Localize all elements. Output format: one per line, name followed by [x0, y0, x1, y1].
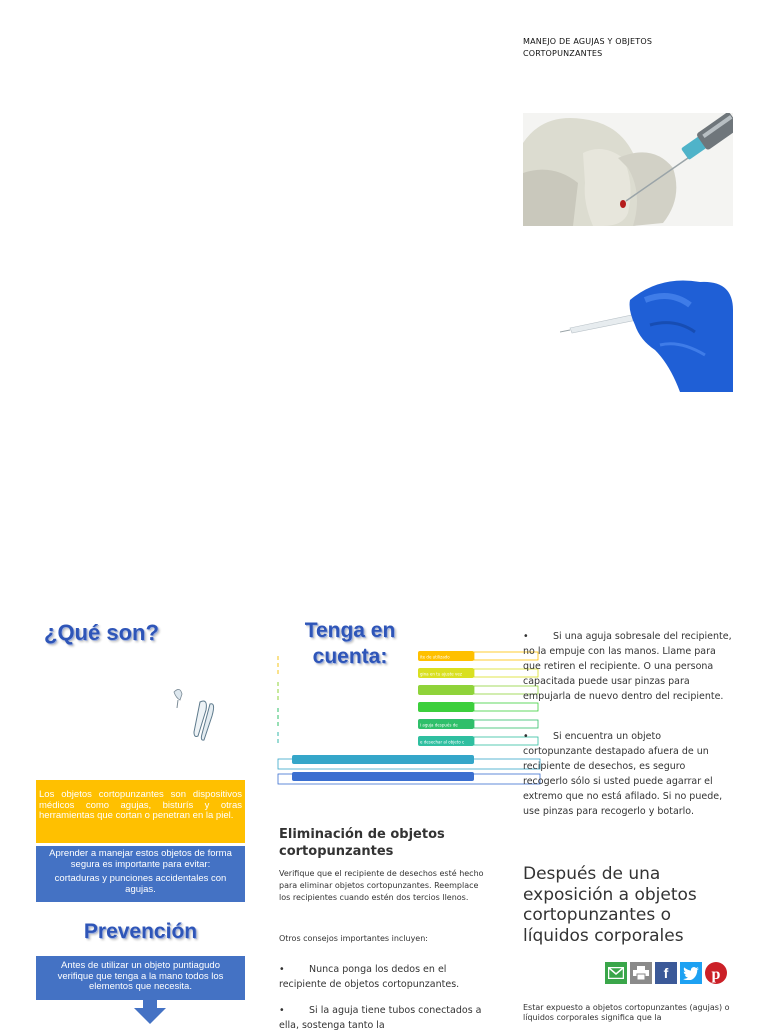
- smartart-row-1: [418, 651, 538, 661]
- elimination-body: Verifique que el recipiente de desechos esté hecho para eliminar objetos cortopunzantes. Reemplace los recipientes cuando estén dos tercios llenos.: [279, 869, 484, 902]
- medical-tools-icon: [170, 684, 220, 744]
- gloved-hand-needle-photo: [523, 113, 733, 226]
- print-icon[interactable]: [630, 962, 652, 984]
- otros-consejos: Otros consejos importantes incluyen:: [279, 934, 428, 943]
- bullet-text: Si encuentra un objeto cortopunzante destapado afuera de un recipiente de desechos, es seguro recogerlo sólo si usted puede agarrar el extremo que no está afilado. Si no puede, use pinzas para recogerlo y botarlo.: [523, 731, 723, 817]
- bullet-text: Si la aguja tiene tubos conectados a ella, sostenga tanto la: [279, 1005, 482, 1031]
- avoid-text: cortaduras y punciones accidentales con agujas.: [54, 873, 227, 895]
- bullet-icon: •: [279, 1005, 285, 1016]
- smartart-row-4: [418, 702, 538, 712]
- smartart-label-6: e desechar al objeto c: [420, 739, 465, 745]
- document-title-line1: MANEJO DE AGUJAS Y OBJETOS: [523, 37, 653, 46]
- bullet-icon: •: [279, 964, 285, 975]
- facebook-icon[interactable]: f: [655, 962, 677, 984]
- bullet-text: Si una aguja sobresale del recipiente, no la empuje con las manos. Llame para que retiren el recipiente. O una persona capacitada puede usar pinzas para empujarla de nuevo dentro del recipiente.: [523, 631, 732, 702]
- tenga-line1: Tenga en: [304, 619, 396, 642]
- prevencion-heading: Prevención: [83, 920, 198, 943]
- svg-text:p: p: [711, 966, 721, 983]
- smartart-row-7: [278, 755, 540, 769]
- share-toolbar: [605, 962, 727, 988]
- pinterest-icon[interactable]: [705, 962, 727, 984]
- estar-expuesto-text: Estar expuesto a objetos cortopunzantes (agujas) o líquidos corporales significa que la: [523, 1003, 730, 1022]
- despues-heading: Después de una exposición a objetos cortopunzantes o líquidos corporales: [523, 864, 697, 946]
- smartart-row-6: [418, 736, 538, 746]
- bullet-text: Nunca ponga los dedos en el recipiente de objetos cortopunzantes.: [279, 964, 460, 990]
- bullet-icon: •: [523, 731, 529, 742]
- smartart-label-5: i aguja después de: [420, 722, 458, 728]
- document-title: [523, 36, 723, 60]
- learn-box: [36, 846, 245, 902]
- smartart-row-8: [278, 772, 540, 784]
- que-son-heading: ¿Qué son?: [44, 620, 159, 645]
- twitter-icon[interactable]: [680, 962, 702, 984]
- smartart-row-2: [418, 668, 538, 678]
- prevention-box: Antes de utilizar un objeto puntiagudo verifique que tenga a la mano todos los elementos que necesita.: [36, 956, 245, 1000]
- list-item: [523, 729, 733, 819]
- smartart-row-5: [418, 719, 538, 729]
- tenga-line2: cuenta:: [312, 645, 388, 668]
- email-icon[interactable]: [605, 962, 627, 984]
- learn-text: Aprender a manejar estos objetos de forma segura es importante para evitar:: [49, 848, 232, 870]
- list-item: [279, 1003, 485, 1033]
- list-item: [279, 962, 485, 992]
- smartart-row-3: [418, 685, 538, 695]
- blue-glove-syringe-photo: [560, 270, 733, 392]
- definition-box: Los objetos cortopunzantes son dispositivos médicos como agujas, bisturís y otras herramientas que cortan o penetran en la piel.: [36, 780, 245, 843]
- bullet-icon: •: [523, 631, 529, 642]
- smartart-label-1: ite de utilizado: [420, 654, 450, 660]
- smartart-label-2: gina en tu ajuste vez: [420, 671, 462, 677]
- list-item: [523, 629, 733, 704]
- tenga-smartart: [276, 646, 542, 786]
- elimination-title: Eliminación de objetos cortopunzantes: [279, 827, 445, 859]
- document-title-line2: CORTOPUNZANTES: [523, 49, 603, 58]
